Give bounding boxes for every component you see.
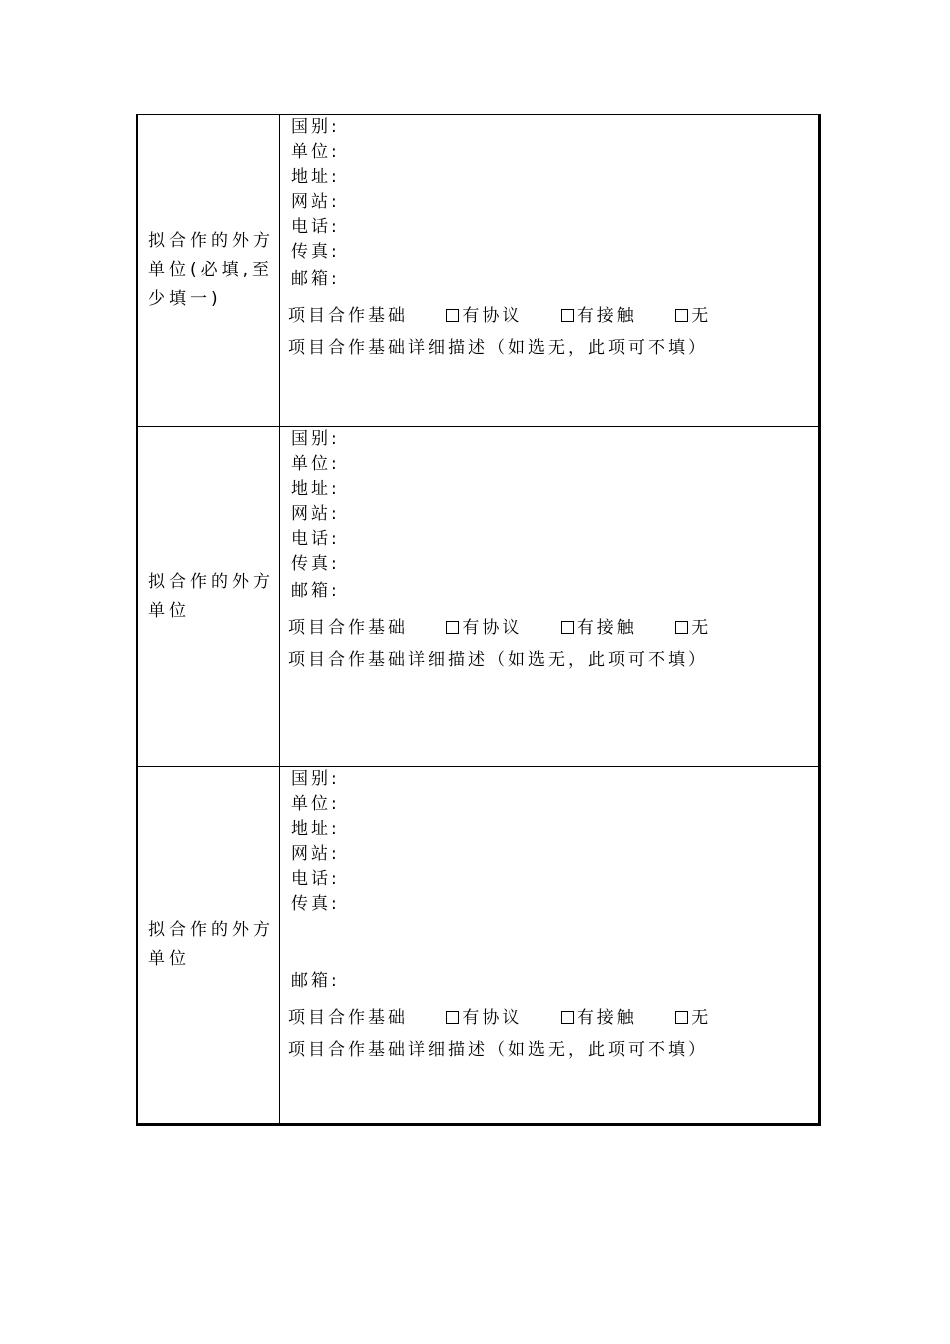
- option-contact-label: 有接触: [576, 306, 637, 326]
- phone-field[interactable]: 电话:: [291, 869, 340, 889]
- option-none[interactable]: [675, 306, 711, 326]
- partner-section-content: [280, 115, 818, 426]
- partner-section-label: [138, 767, 280, 1123]
- cooperation-basis-row: [288, 613, 711, 638]
- website-field[interactable]: 网站:: [291, 844, 340, 864]
- option-contact[interactable]: [561, 306, 637, 326]
- partner-form-table: [136, 114, 821, 1126]
- partner-section-label-text: 拟合作的外方单位(必填,至少填一): [148, 231, 274, 309]
- partner-section-content: [280, 427, 818, 766]
- cooperation-detail-prompt[interactable]: 项目合作基础详细描述（如选无，此项可不填）: [288, 1040, 708, 1060]
- checkbox-icon[interactable]: [675, 309, 688, 322]
- option-none[interactable]: [675, 1008, 711, 1028]
- partner-section-1: [138, 115, 818, 427]
- website-field[interactable]: 网站:: [291, 192, 340, 212]
- checkbox-icon[interactable]: [561, 621, 574, 634]
- option-agreement-label: 有协议: [462, 1008, 523, 1028]
- option-contact[interactable]: [561, 1008, 637, 1028]
- partner-section-2: [138, 427, 818, 767]
- country-field[interactable]: 国别:: [291, 117, 340, 137]
- option-none[interactable]: [675, 618, 711, 638]
- cooperation-basis-label: 项目合作基础: [288, 306, 408, 326]
- option-contact-label: 有接触: [576, 1008, 637, 1028]
- address-field[interactable]: 地址:: [291, 167, 340, 187]
- option-agreement[interactable]: [446, 306, 522, 326]
- checkbox-icon[interactable]: [561, 309, 574, 322]
- checkbox-icon[interactable]: [675, 621, 688, 634]
- fax-field[interactable]: 传真:: [291, 554, 340, 574]
- checkbox-icon[interactable]: [446, 1011, 459, 1024]
- cooperation-detail-prompt[interactable]: 项目合作基础详细描述（如选无，此项可不填）: [288, 338, 708, 358]
- unit-field[interactable]: 单位:: [291, 454, 340, 474]
- checkbox-icon[interactable]: [561, 1011, 574, 1024]
- option-agreement-label: 有协议: [462, 306, 523, 326]
- partner-section-label-text: 拟合作的外方单位: [148, 571, 274, 621]
- checkbox-icon[interactable]: [675, 1011, 688, 1024]
- country-field[interactable]: 国别:: [291, 769, 340, 789]
- partner-section-label: [138, 427, 280, 766]
- option-contact[interactable]: [561, 618, 637, 638]
- option-agreement-label: 有协议: [462, 618, 523, 638]
- checkbox-icon[interactable]: [446, 621, 459, 634]
- option-none-label: 无: [691, 1008, 712, 1028]
- partner-section-label-text: 拟合作的外方单位: [148, 920, 274, 969]
- email-field[interactable]: 邮箱:: [291, 269, 340, 289]
- option-contact-label: 有接触: [576, 618, 637, 638]
- address-field[interactable]: 地址:: [291, 479, 340, 499]
- option-agreement[interactable]: [446, 618, 522, 638]
- cooperation-basis-row: [288, 301, 711, 326]
- address-field[interactable]: 地址:: [291, 819, 340, 839]
- email-field[interactable]: 邮箱:: [291, 581, 340, 601]
- checkbox-icon[interactable]: [446, 309, 459, 322]
- cooperation-detail-prompt[interactable]: 项目合作基础详细描述（如选无，此项可不填）: [288, 650, 708, 670]
- fax-field[interactable]: 传真:: [291, 242, 340, 262]
- email-field[interactable]: 邮箱:: [291, 971, 340, 991]
- cooperation-basis-row: [288, 1003, 711, 1028]
- phone-field[interactable]: 电话:: [291, 217, 340, 237]
- phone-field[interactable]: 电话:: [291, 529, 340, 549]
- country-field[interactable]: 国别:: [291, 429, 340, 449]
- partner-section-3: [138, 767, 818, 1123]
- option-none-label: 无: [691, 618, 712, 638]
- option-none-label: 无: [691, 306, 712, 326]
- cooperation-basis-label: 项目合作基础: [288, 1008, 408, 1028]
- cooperation-basis-label: 项目合作基础: [288, 618, 408, 638]
- option-agreement[interactable]: [446, 1008, 522, 1028]
- partner-section-content: [280, 767, 818, 1123]
- unit-field[interactable]: 单位:: [291, 142, 340, 162]
- partner-section-label: [138, 115, 280, 426]
- website-field[interactable]: 网站:: [291, 504, 340, 524]
- fax-field[interactable]: 传真:: [291, 894, 340, 914]
- unit-field[interactable]: 单位:: [291, 794, 340, 814]
